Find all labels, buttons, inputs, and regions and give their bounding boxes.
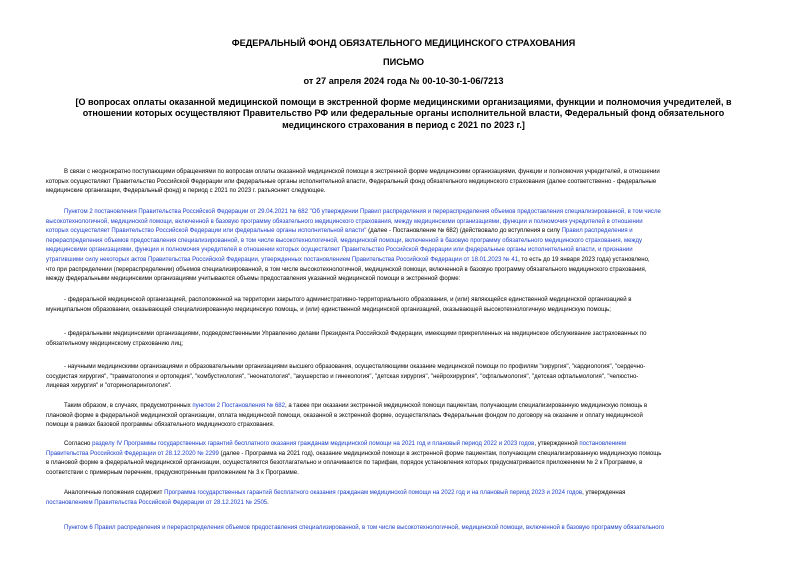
text-line: - научными медицинскими организациями и образовательными организациями высшего образования, осуществляющими оказание медицинской помощи по профилям "хирургия", "кардиология", "сердечно- bbox=[64, 364, 646, 370]
paragraph-rules-item-6 bbox=[46, 524, 766, 534]
document-link[interactable]: высокотехнологичной, медицинской помощи, включенной в базовую программу обязательного медицинского страхования, между медицинскими организациями, функции и полномочия учредителей в отношении bbox=[46, 218, 643, 225]
text-line: - федеральной медицинской организацией, расположенной на территории закрытого административно-территориального образования, и (или) являющейся единственной медицинской организацией в bbox=[64, 297, 632, 303]
paragraph-intro bbox=[46, 168, 766, 197]
paragraph-resolution-682 bbox=[46, 208, 766, 285]
text-line: медицинские организации, Федеральный фонд) в период с 2021 по 2023 г. разъясняет следующее. bbox=[46, 188, 326, 195]
text-line: сосудистая хирургия", "травматология и ортопедия", "комбустиология", "неонатология", "акушерство и гинекология", "детская хирургия", "нейрохирургия", "офтальмология", "детская офтальмология", "челюстно- bbox=[46, 373, 639, 380]
text-segment: , утвержденная bbox=[582, 490, 626, 496]
paragraph-program-2022 bbox=[46, 489, 766, 508]
text-line: между федеральными медицинскими организациями учитываются объемы предоставления указанной медицинской помощи в экстренной форме: bbox=[46, 276, 461, 283]
paragraph-conclusion bbox=[46, 402, 766, 431]
text-segment: , утвержденной bbox=[534, 441, 580, 447]
text-line: в плановой форме в федеральной медицинской организации, осуществляется безотлагательно и оплачивается по тарифам, порядок установления которых предусматривается приложением № 2 к Программе, в bbox=[46, 460, 643, 467]
text-segment: (далее - Постановление № 682) (действовало до вступления в силу bbox=[366, 228, 562, 235]
text-line bbox=[46, 256, 766, 266]
text-line bbox=[46, 450, 766, 460]
paragraph-program-2021 bbox=[46, 440, 766, 478]
text-line bbox=[46, 499, 766, 509]
text-line bbox=[46, 440, 766, 450]
document-link[interactable]: которых осуществляет Правительство Российской Федерации или федеральные органы исполнительной власти" bbox=[46, 228, 367, 235]
document-link[interactable]: постановлением bbox=[579, 441, 627, 447]
document-link[interactable]: Правил распределения и bbox=[561, 228, 633, 235]
text-segment: , то есть до 19 января 2023 года) установлено, bbox=[518, 256, 650, 263]
text-segment: Аналогичные положения содержит bbox=[64, 490, 165, 496]
list-item-scientific-organizations bbox=[46, 363, 766, 392]
text-line: лицевая хирургия" и "оториноларингология". bbox=[46, 383, 172, 390]
document-link[interactable]: пунктом 2 Постановления № 682 bbox=[192, 403, 286, 409]
text-segment: (далее - Программа на 2021 год), оказание медицинской помощи в экстренной форме пациентам, получающим специализированную медицинскую помощь bbox=[218, 450, 662, 457]
text-line: муниципальном образовании, оказывающей специализированную медицинскую помощь, и (или) единственной медицинской организацией, оказывающей высокотехнологичную медицинскую помощь; bbox=[46, 306, 611, 313]
text-line bbox=[46, 227, 766, 237]
organization-title: ФЕДЕРАЛЬНЫЙ ФОНД ОБЯЗАТЕЛЬНОГО МЕДИЦИНСКОГО СТРАХОВАНИЯ bbox=[231, 38, 576, 48]
text-line: помощи в рамках базовой программы обязательного медицинского страхования. bbox=[46, 422, 275, 429]
text-line: В связи с неоднократно поступающими обращениями по вопросам оплаты оказанной медицинской помощи в экстренной форме медицинскими организациями, функции и полномочия учредителей, в отношении bbox=[64, 169, 660, 175]
document-link[interactable]: разделу IV Программы государственных гарантий бесплатного оказания гражданам медицинской помощи на 2021 год и плановый период 2022 и 2023 годов bbox=[92, 441, 535, 447]
document-link[interactable]: Пунктом 2 постановления Правительства Российской Федерации от 29.04.2021 № 682 "Об утверждении Правил распределения и перераспределения объемов предоставления специализированной, в том числе bbox=[64, 209, 661, 215]
document-type: ПИСЬМО bbox=[382, 57, 425, 67]
document-link[interactable]: Пунктом 6 Правил распределения и перераспределения объемов предоставления специализированной, в том числе высокотехнологичной, медицинской помощи, включенной в базовую программу обязательного bbox=[64, 525, 665, 531]
document-date-number: от 27 апреля 2024 года № 00-10-30-1-06/7213 bbox=[303, 76, 504, 86]
list-item-presidential-administration bbox=[46, 330, 766, 349]
text-segment: Согласно bbox=[64, 441, 93, 447]
document-link[interactable]: Правительства Российской Федерации от 28.12.2020 № 2299 bbox=[46, 450, 219, 457]
text-segment: Таким образом, в случаях, предусмотренных bbox=[64, 403, 193, 409]
document-link[interactable]: медицинскими организациями, функции и полномочия учредителей в отношении которых осуществляет Правительство Российской Федерации или федеральные органы исполнительной власти, и признании bbox=[46, 247, 633, 254]
document-link[interactable]: постановлением Правительства Российской Федерации от 28.12.2021 № 2505 bbox=[46, 499, 268, 506]
document-link[interactable]: Программа государственных гарантий бесплатного оказания гражданам медицинской помощи на 2022 год и на плановый период 2023 и 2024 годов bbox=[164, 490, 583, 496]
text-line: что при распределении (перераспределении) объемов специализированной, в том числе высокотехнологичной, медицинской помощи, включенной в базовую программу обязательного медицинского страхования, bbox=[46, 266, 647, 273]
document-subject: [О вопросах оплаты оказанной медицинской помощи в экстренной форме медицинскими организациями, функции и полномочия учредителей, в отношении которых осуществляют Правительство РФ или федеральные органы исполнительной власти, Федеральный фонд обязательного медицинского страхования в период с 2021 по 2023 г.] bbox=[75, 97, 732, 130]
text-line: соответствии с примерным перечнем, предусмотренным приложением № 3 к Программе. bbox=[46, 469, 299, 476]
text-line: плановой форме в федеральной медицинской организации, оплата медицинской помощи, оказанной в экстренной форме, осуществлялась Федеральным фондом по договору на оказание и оплату медицинской bbox=[46, 412, 643, 419]
text-line: обязательному медицинскому страхованию лиц; bbox=[46, 340, 183, 347]
text-segment: . bbox=[267, 499, 269, 506]
text-line: которых осуществляют Правительство Российской Федерации или федеральные органы исполнительной власти, Федеральный фонд обязательного медицинского страхования (далее соответственно - федеральные bbox=[46, 178, 657, 185]
text-line bbox=[46, 489, 766, 499]
document-link[interactable]: утратившими силу некоторых актов Правительства Российской Федерации, утвержденных постановлением Правительства Российской Федерации от 18.01.2023 № 41 bbox=[46, 256, 519, 263]
text-segment: , а также при оказании экстренной медицинской помощи пациентам, получающим специализированную медицинскую помощь в bbox=[285, 403, 648, 409]
document-link[interactable]: перераспределения объемов предоставления специализированной, в том числе высокотехнологичной, медицинской помощи, включенной в базовую программу обязательного медицинского страхования, между bbox=[46, 237, 643, 244]
text-line bbox=[46, 402, 766, 412]
list-item-closed-territory bbox=[46, 296, 766, 315]
text-line: - федеральными медицинскими организациями, подведомственными Управлению делами Президента Российской Федерации, имеющими прикрепленных на медицинское обслуживание застрахованных по bbox=[64, 331, 647, 337]
